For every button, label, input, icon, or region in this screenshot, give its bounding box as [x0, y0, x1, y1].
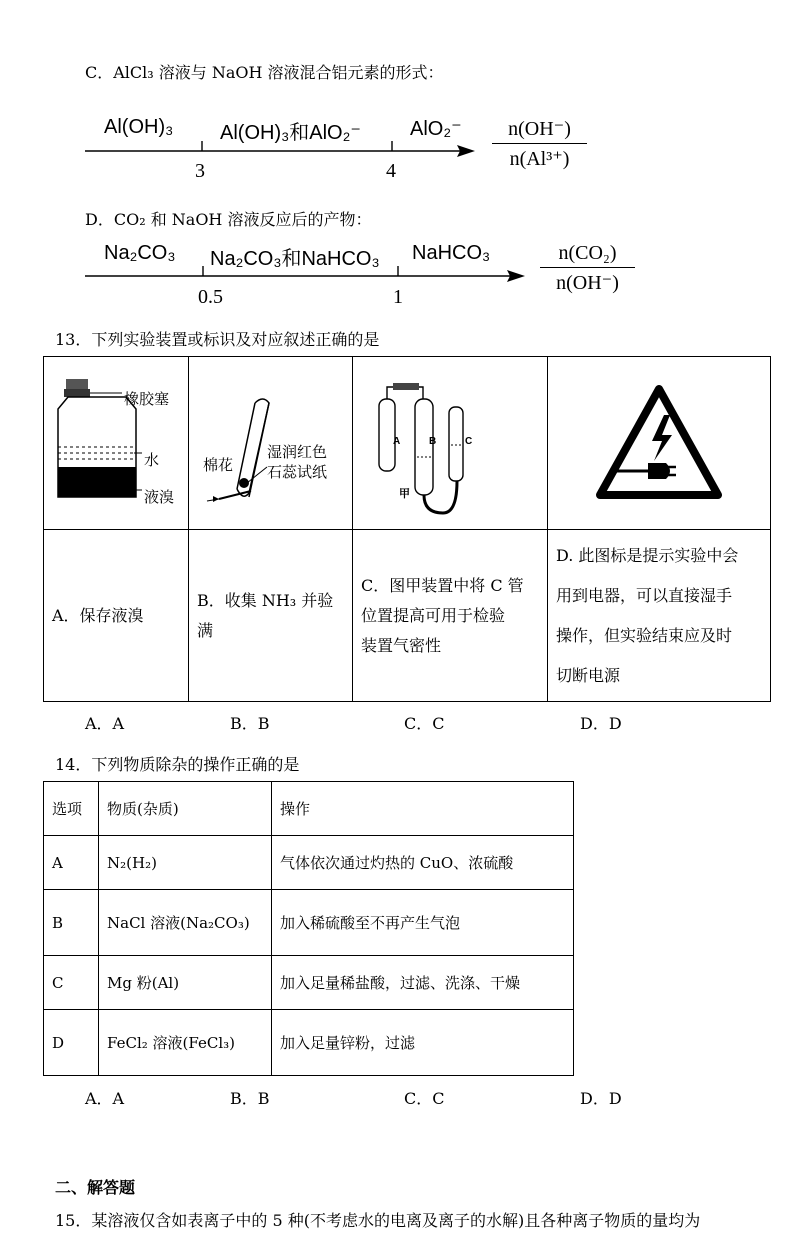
- q14-stem: 14．下列物质除杂的操作正确的是: [55, 755, 300, 774]
- q13-cell-d: [548, 530, 771, 702]
- q14-option-a[interactable]: A．A: [85, 1089, 125, 1108]
- table-row: [44, 890, 574, 956]
- q14-row-c-operation: 加入足量稀盐酸，过滤、洗涤、干燥: [272, 956, 574, 1010]
- img-a-label-stopper: 橡胶塞: [124, 390, 170, 408]
- img-c-label-c: C: [465, 436, 473, 447]
- q12c-frac-den: n(Al³⁺): [509, 148, 570, 170]
- q12d-seg2: Na₂CO₃和NaHCO₃: [210, 248, 380, 270]
- q12c-title: C．AlCl₃ 溶液与 NaOH 溶液混合铝元素的形式：: [85, 63, 444, 82]
- q13-stem: 13．下列实验装置或标识及对应叙述正确的是: [55, 330, 380, 349]
- q13-text-row: [44, 530, 771, 702]
- q14-row-a-substance: N₂(H₂): [99, 836, 272, 890]
- q14-header-operation: 操作: [272, 782, 574, 836]
- q14-row-d-operation: 加入足量锌粉，过滤: [272, 1010, 574, 1076]
- q13-cell-image-d: [548, 357, 771, 530]
- q14-row-a-operation: 气体依次通过灼热的 CuO、浓硫酸: [272, 836, 574, 890]
- q13-cell-c-line1: C．图甲装置中将 C 管: [361, 575, 524, 595]
- q13-option-a[interactable]: A．A: [85, 714, 125, 733]
- q12d-fraction: [540, 242, 635, 295]
- q12c-seg2: Al(OH)₃和AlO₂⁻: [220, 122, 361, 144]
- u-tube-apparatus-icon: [353, 357, 547, 529]
- q13-option-b[interactable]: B．B: [230, 714, 270, 733]
- q12d-seg3: NaHCO₃: [412, 242, 491, 264]
- q14-row-a-label: A: [44, 836, 99, 890]
- q13-cell-image-a: [44, 357, 189, 530]
- q14-option-c[interactable]: C．C: [404, 1089, 445, 1108]
- q14-option-d[interactable]: D．D: [580, 1089, 622, 1108]
- q13-cell-b-line2: 满: [197, 620, 214, 640]
- q14-row-b-label: B: [44, 890, 99, 956]
- img-c-label-b: B: [429, 436, 437, 447]
- q12c-fraction: [492, 116, 587, 171]
- q14-row-b-operation: 加入稀硫酸至不再产生气泡: [272, 890, 574, 956]
- q12d-tick1: 0.5: [198, 286, 223, 308]
- q12c-tick2: 4: [386, 160, 396, 182]
- q14-row-c-label: C: [44, 956, 99, 1010]
- q14-row-c-substance: Mg 粉(Al): [99, 956, 272, 1010]
- q13-cell-d-line4: 切断电源: [556, 665, 621, 685]
- q14-row-d-label: D: [44, 1010, 99, 1076]
- q14-header-row: [44, 782, 574, 836]
- q13-cell-c: [353, 530, 548, 702]
- q14-option-b[interactable]: B．B: [230, 1089, 270, 1108]
- q13-image-row: [44, 357, 771, 530]
- q13-cell-b: [189, 530, 353, 702]
- img-c-label-jia: 甲: [399, 487, 410, 500]
- img-c-label-a: A: [393, 436, 401, 447]
- q13-cell-b-line1: B．收集 NH₃ 并验: [197, 590, 334, 610]
- img-a-label-bromine: 液溴: [144, 488, 175, 506]
- img-a-label-water: 水: [144, 451, 160, 469]
- q12c-frac-num: n(OH⁻): [492, 116, 587, 144]
- electrical-warning-icon: [548, 357, 770, 529]
- q14-header-option: 选项: [44, 782, 99, 836]
- img-b-label-paper1: 湿润红色: [267, 443, 328, 461]
- q12d-tick2: 1: [393, 286, 403, 308]
- q13-cell-image-b: [189, 357, 353, 530]
- table-row: [44, 956, 574, 1010]
- q15-stem: 15．某溶液仅含如表离子中的 5 种(不考虑水的电离及离子的水解)且各种离子物质的量均为: [55, 1211, 701, 1230]
- q13-cell-d-line1: D. 此图标是提示实验中会: [556, 545, 739, 565]
- q12c-seg3: AlO₂⁻: [410, 118, 462, 140]
- table-row: [44, 836, 574, 890]
- img-b-label-cotton: 棉花: [203, 456, 234, 474]
- q12d-frac-den: n(OH⁻): [556, 272, 619, 294]
- q13-table: [43, 356, 771, 702]
- img-b-label-paper2: 石蕊试纸: [267, 463, 328, 481]
- q14-table: [43, 781, 574, 1076]
- q13-cell-a: [44, 530, 189, 702]
- q13-cell-c-line2: 位置提高可用于检验: [361, 605, 506, 625]
- q14-header-substance: 物质(杂质): [99, 782, 272, 836]
- q12c-tick1: 3: [195, 160, 205, 182]
- table-row: [44, 1010, 574, 1076]
- q14-row-b-substance: NaCl 溶液(Na₂CO₃): [99, 890, 272, 956]
- q12d-seg1: Na₂CO₃: [104, 242, 176, 264]
- q12d-title: D．CO₂ 和 NaOH 溶液反应后的产物：: [85, 210, 372, 229]
- q13-cell-a-text: A．保存液溴: [52, 605, 144, 625]
- q14-row-d-substance: FeCl₂ 溶液(FeCl₃): [99, 1010, 272, 1076]
- q13-cell-c-line3: 装置气密性: [361, 635, 442, 655]
- q13-option-d[interactable]: D．D: [580, 714, 622, 733]
- q13-option-c[interactable]: C．C: [404, 714, 445, 733]
- q13-cell-d-line3: 操作，但实验结束应及时: [556, 625, 733, 645]
- q13-cell-d-line2: 用到电器，可以直接湿手: [556, 585, 733, 605]
- q13-cell-image-c: [353, 357, 548, 530]
- section-heading: 二、解答题: [55, 1178, 136, 1197]
- q12d-frac-num: n(CO₂): [540, 242, 635, 268]
- q12c-seg1: Al(OH)₃: [104, 116, 174, 138]
